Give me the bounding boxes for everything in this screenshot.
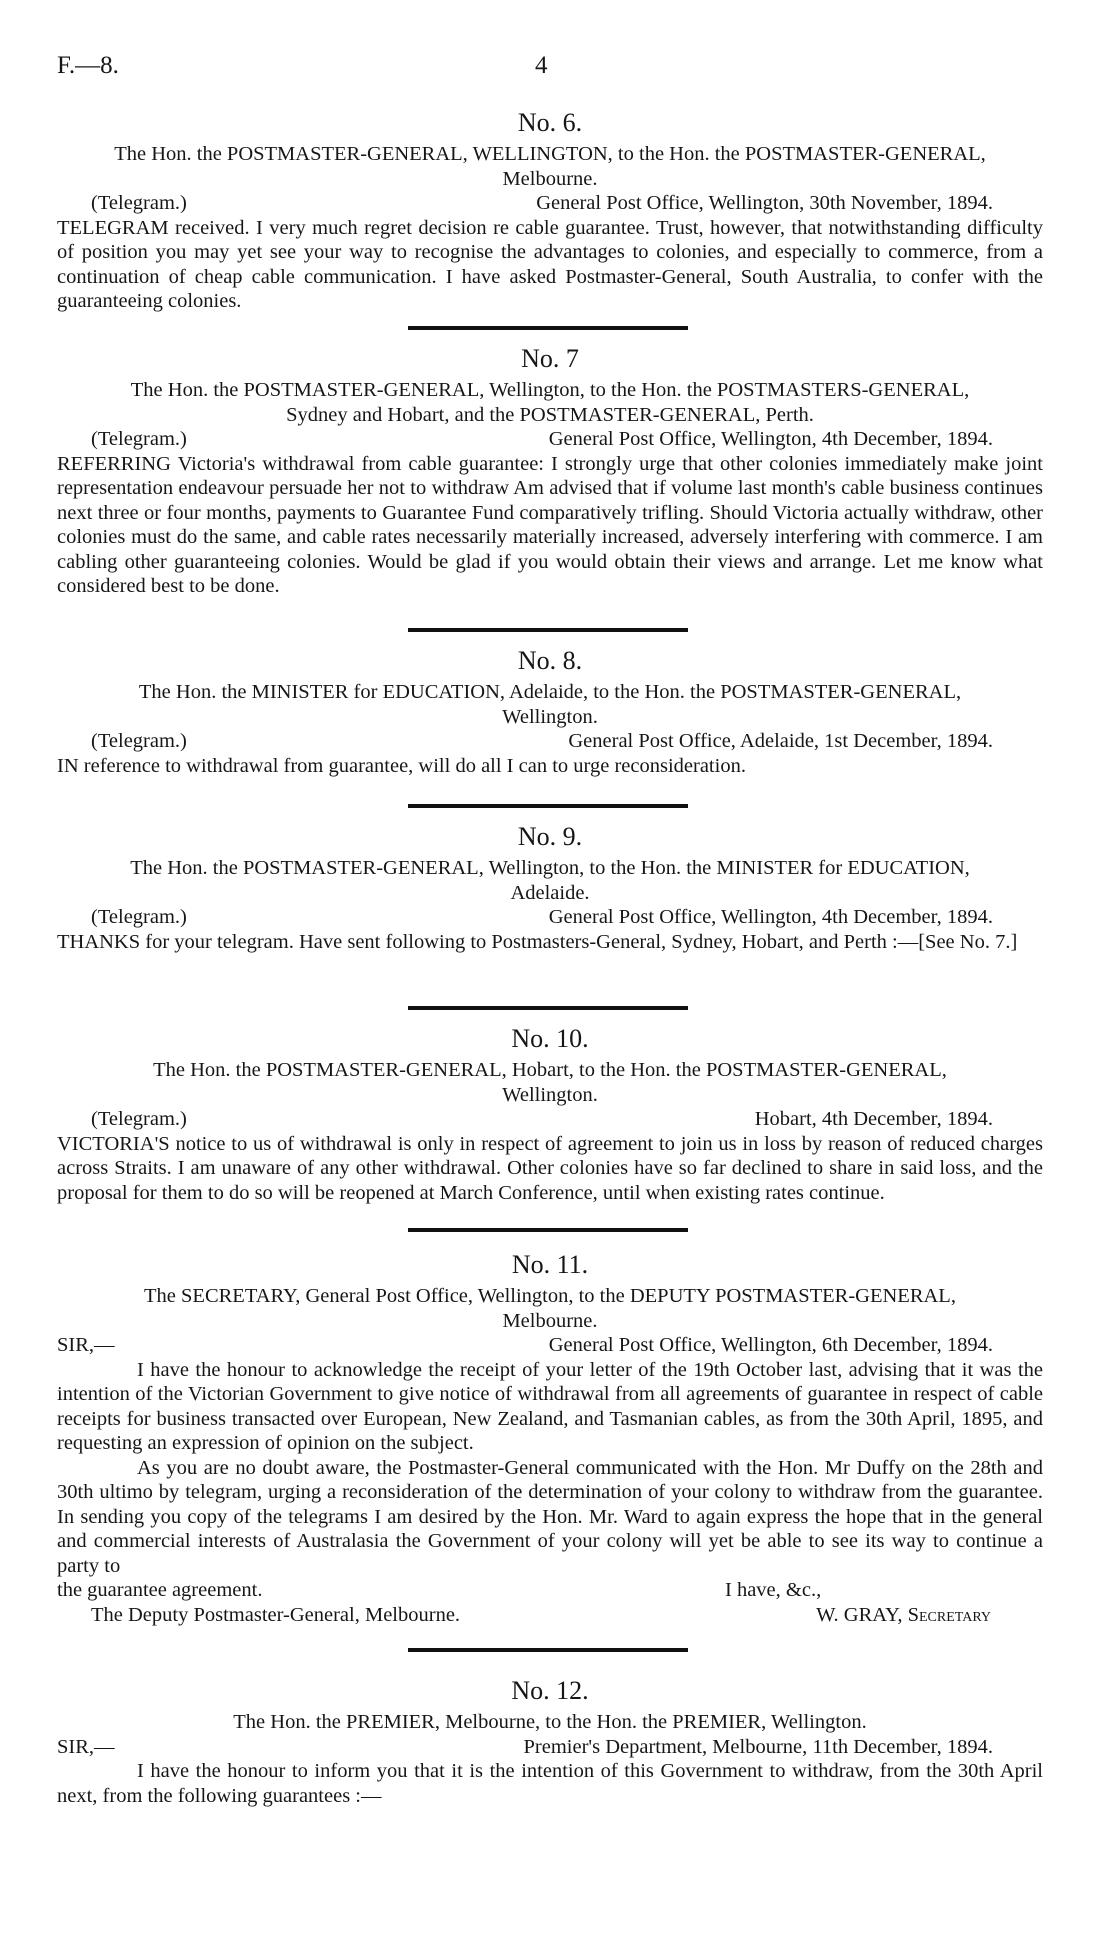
signature-row — [57, 1603, 1043, 1628]
address-line: Sydney and Hobart, and the POSTMASTER-GENERAL, Perth. — [286, 403, 814, 426]
section-no-9 — [57, 822, 1043, 954]
section-title: No. 8. — [517, 646, 583, 675]
lead-word: REFERRING — [57, 452, 171, 475]
address-line: Adelaide. — [510, 881, 590, 904]
section-no-12 — [57, 1676, 1043, 1808]
body-text: Victoria's withdrawal from cable guarantee: I strongly urge that other colonies immediately make joint representation endeavour persuade her not to withdraw Am advised that if volume last month's cable business continues next three or four months, payments to Guarantee Fund comparatively trifling. Should Victoria actually withdraw, other colonies must do the same, and cable rates necessarily materially increased, adversely interfering with commerce. I am cabling other guaranteeing colonies. Would be glad if you would obtain their views and arrange. Let me know what considered best to be done. — [57, 452, 1043, 597]
section-no-6 — [57, 108, 1043, 314]
salutation-row — [57, 1333, 1043, 1358]
dateline-row — [57, 905, 1043, 930]
dateline: General Post Office, Wellington, 6th December, 1894. — [548, 1334, 993, 1356]
section-divider — [408, 804, 688, 808]
letter-paragraph: I have the honour to acknowledge the receipt of your letter of the 19th October last, advising that it was the intention of the Victorian Government to give notice of withdrawal from all agreements of guarantee in respect of cable receipts for business transacted over European, New Zealand, and Tasmanian cables, as from the 30th April, 1895, and requesting an expression of opinion on the subject. — [57, 1358, 1043, 1454]
address-line: Melbourne. — [502, 1309, 598, 1332]
lead-word: VICTORIA'S — [57, 1132, 170, 1155]
message-kind: (Telegram.) — [91, 1108, 187, 1130]
section-title: No. 10. — [511, 1024, 589, 1053]
dateline: General Post Office, Adelaide, 1st December, 1894. — [568, 730, 993, 752]
dateline-row — [57, 191, 1043, 216]
body-text: reference to withdrawal from guarantee, will do all I can to urge reconsideration. — [78, 754, 746, 777]
message-kind: (Telegram.) — [91, 730, 187, 752]
address-line: The Hon. the POSTMASTER-GENERAL, Wellington, to the Hon. the POSTMASTERS-GENERAL, — [130, 379, 970, 401]
dateline: General Post Office, Wellington, 4th December, 1894. — [548, 906, 993, 928]
section-divider — [408, 1648, 688, 1652]
address-line: Wellington. — [502, 705, 598, 728]
paragraph-last-line: the guarantee agreement. — [57, 1579, 263, 1601]
address-line: The Hon. the POSTMASTER-GENERAL, Hobart, to the Hon. the POSTMASTER-GENERAL, — [153, 1059, 947, 1081]
message-kind: (Telegram.) — [91, 428, 187, 450]
dateline: Hobart, 4th December, 1894. — [754, 1108, 993, 1130]
message-kind: (Telegram.) — [91, 906, 187, 928]
salutation-row — [57, 1735, 1043, 1760]
address-line: The Hon. the POSTMASTER-GENERAL, Wellington, to the Hon. the MINISTER for EDUCATION, — [130, 857, 970, 879]
lead-word: TELEGRAM — [57, 216, 169, 239]
message-body — [57, 452, 1043, 599]
dateline: General Post Office, Wellington, 4th December, 1894. — [548, 428, 993, 450]
address-line: The Hon. the MINISTER for EDUCATION, Adelaide, to the Hon. the POSTMASTER-GENERAL, — [138, 681, 962, 703]
section-no-11 — [57, 1250, 1043, 1627]
dateline-row — [57, 729, 1043, 754]
section-no-10 — [57, 1024, 1043, 1205]
section-title: No. 11. — [511, 1250, 589, 1279]
message-body — [57, 216, 1043, 314]
page-number: 4 — [535, 52, 548, 79]
addressee: The Deputy Postmaster-General, Melbourne. — [91, 1603, 461, 1626]
section-divider — [408, 628, 688, 632]
signature: W. GRAY, Secretary — [816, 1603, 991, 1626]
address-line: Melbourne. — [502, 167, 598, 190]
dateline-row — [57, 1107, 1043, 1132]
closing-row — [57, 1578, 1043, 1603]
message-body — [57, 930, 1043, 955]
section-divider — [408, 1006, 688, 1010]
address-line: The Hon. the POSTMASTER-GENERAL, WELLINGTON, to the Hon. the POSTMASTER-GENERAL, — [114, 143, 986, 165]
document-reference: F.—8. — [57, 52, 119, 79]
address-line: The SECRETARY, General Post Office, Wellington, to the DEPUTY POSTMASTER-GENERAL, — [144, 1285, 956, 1307]
message-body — [57, 754, 1043, 779]
section-no-7 — [57, 344, 1043, 599]
message-body — [57, 1132, 1043, 1206]
salutation: SIR,— — [57, 1334, 115, 1356]
section-divider — [408, 1228, 688, 1232]
address-line: Wellington. — [502, 1083, 598, 1106]
section-no-8 — [57, 646, 1043, 778]
address-line: The Hon. the PREMIER, Melbourne, to the Hon. the PREMIER, Wellington. — [233, 1711, 867, 1733]
closing: I have, &c., — [725, 1579, 822, 1601]
dateline: Premier's Department, Melbourne, 11th December, 1894. — [523, 1735, 993, 1758]
lead-word: IN — [57, 754, 79, 777]
salutation: SIR,— — [57, 1735, 115, 1758]
section-divider — [408, 326, 688, 330]
section-title: No. 7 — [521, 344, 579, 373]
section-title: No. 12. — [511, 1676, 589, 1705]
section-title: No. 6. — [517, 108, 583, 137]
section-title: No. 9. — [517, 822, 583, 851]
dateline: General Post Office, Wellington, 30th November, 1894. — [536, 192, 993, 214]
lead-word: THANKS — [57, 930, 141, 953]
body-text: received. I very much regret decision re cable guarantee. Trust, however, that notwithstanding difficulty of position you may yet see your way to recognise the advantages to colonies, and especially to commerce, from a continuation of cheap cable communication. I have asked Postmaster-General, South Australia, to confer with the guaranteeing colonies. — [57, 216, 1043, 312]
body-text: for your telegram. Have sent following to Postmasters-General, Sydney, Hobart, and Perth :—[See No. 7.] — [140, 930, 1018, 953]
letter-paragraph: As you are no doubt aware, the Postmaster-General communicated with the Hon. Mr Duffy on the 28th and 30th ultimo by telegram, urging a reconsideration of the determination of your colony to withdraw from the guarantee. In sending you copy of the telegrams I am desired by the Hon. Mr. Ward to again express the hope that in the general and commercial interests of Australasia the Government of your colony will yet be able to see its way to continue a party to — [57, 1456, 1043, 1577]
letter-paragraph: I have the honour to inform you that it is the intention of this Government to withdraw, from the 30th April next, from the following guarantees :— — [57, 1760, 1043, 1807]
dateline-row — [57, 427, 1043, 452]
body-text: notice to us of withdrawal is only in respect of agreement to join us in loss by reason of reduced charges across Straits. I am unaware of any other withdrawal. Other colonies have so far declined to share in said loss, and the proposal for them to do so will be reopened at March Conference, until when existing rates continue. — [57, 1132, 1043, 1204]
message-kind: (Telegram.) — [91, 192, 187, 214]
